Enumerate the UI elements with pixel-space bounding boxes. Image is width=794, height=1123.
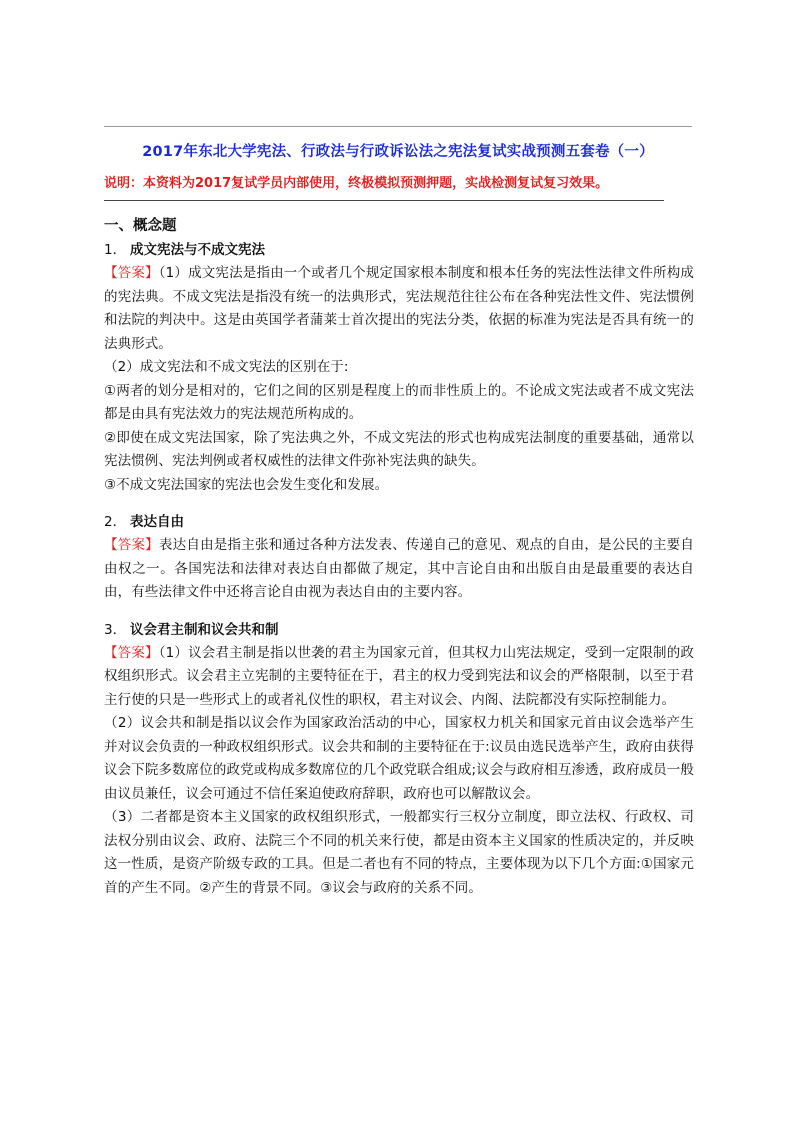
answer-paragraph: ①两者的划分是相对的，它们之间的区别是程度上的而非性质上的。不论成文宪法或者不成文宪法都是由具有宪法效力的宪法规范所构成的。 [104, 382, 694, 422]
answer-label: 【答案】 [104, 537, 159, 553]
answer-paragraph [104, 262, 694, 356]
spacer [104, 497, 694, 510]
document-title: 2017年东北大学宪法、行政法与行政诉讼法之宪法复试实战预测五套卷（一） [142, 144, 654, 160]
question-title [104, 510, 694, 534]
question-title [104, 238, 694, 262]
question-title [104, 618, 694, 642]
answer-paragraph [104, 642, 694, 713]
document-note: 说明：本资料为2017复试学员内部使用，终极模拟预测押题，实战检测复试复习效果。 [104, 176, 609, 191]
question-number: 1． [104, 242, 127, 258]
answer-text: （1）议会君主制是指以世袭的君主为国家元首，但其权力山宪法规定，受到一定限制的政权组织形式。议会君主立宪制的主要特征在于，君主的权力受到宪法和议会的严格限制，以至于君主行使的只是一些形式上的或者礼仪性的职权，君主对议会、内阁、法院都没有实际控制能力。 [104, 644, 694, 708]
answer-paragraph: ②即使在成文宪法国家，除了宪法典之外，不成文宪法的形式也构成宪法制度的重要基础，通常以宪法惯例、宪法判例或者权威性的法律文件弥补宪法典的缺失。 [104, 429, 694, 469]
answer-text: （1）成文宪法是指由一个或者几个规定国家根本制度和根本任务的宪法性法律文件所构成的宪法典。不成文宪法是指没有统一的法典形式，宪法规范往往公布在各种宪法性文件、宪法惯例和法院的判决中。这是由英国学者蒲莱士首次提出的宪法分类，依据的标准为宪法是否具有统一的法典形式。 [104, 265, 694, 352]
answer-label: 【答案】 [104, 265, 159, 281]
question-2 [104, 510, 694, 605]
answer-paragraph [104, 534, 694, 605]
spacer [104, 605, 694, 618]
question-1 [104, 238, 694, 497]
question-number: 3． [104, 621, 127, 638]
answer-paragraph: ③不成文宪法国家的宪法也会发生变化和发展。 [104, 476, 389, 493]
answer-text: 表达自由是指主张和通过各种方法发表、传递自己的意见、观点的自由，是公民的主要自由权之一。各国宪法和法律对表达自由都做了规定，其中言论自由和出版自由是最重要的表达自由，有些法律文件中还将言论自由视为表达自由的主要内容。 [104, 537, 694, 600]
answer-paragraph: （2）成文宪法和不成文宪法的区别在于: [104, 359, 349, 375]
question-3 [104, 618, 694, 901]
header-rule [104, 126, 692, 127]
answer-paragraph: （3）二者都是资本主义国家的政权组织形式，一般都实行三权分立制度，即立法权、行政权、司法权分别由议会、政府、法院三个不同的机关来行使，都是由资本主义国家的性质决定的，并反映这一性质，是资产阶级专政的工具。但是二者也有不同的特点，主要体现为以下几个方面:①国家元首的产生不同。②产生的背景不同。③议会与政府的关系不同。 [104, 809, 694, 896]
document-body [104, 214, 694, 900]
answer-label: 【答案】 [104, 644, 159, 661]
question-title-text: 议会君主制和议会共和制 [130, 621, 279, 638]
question-title-text: 表达自由 [130, 514, 184, 530]
question-title-text: 成文宪法与不成文宪法 [130, 242, 265, 258]
section-heading: 一、概念题 [104, 218, 177, 234]
question-number: 2． [104, 514, 127, 530]
note-rule [104, 200, 664, 201]
answer-paragraph: （2）议会共和制是指以议会作为国家政治活动的中心，国家权力机关和国家元首由议会选举产生并对议会负责的一种政权组织形式。议会共和制的主要特征在于:议员由选民选举产生，政府由获得议会下院多数席位的政党或构成多数席位的几个政党联合组成;议会与政府相互渗透，政府成员一般由议员兼任，议会可通过不信任案迫使政府辞职，政府也可以解散议会。 [104, 715, 694, 802]
